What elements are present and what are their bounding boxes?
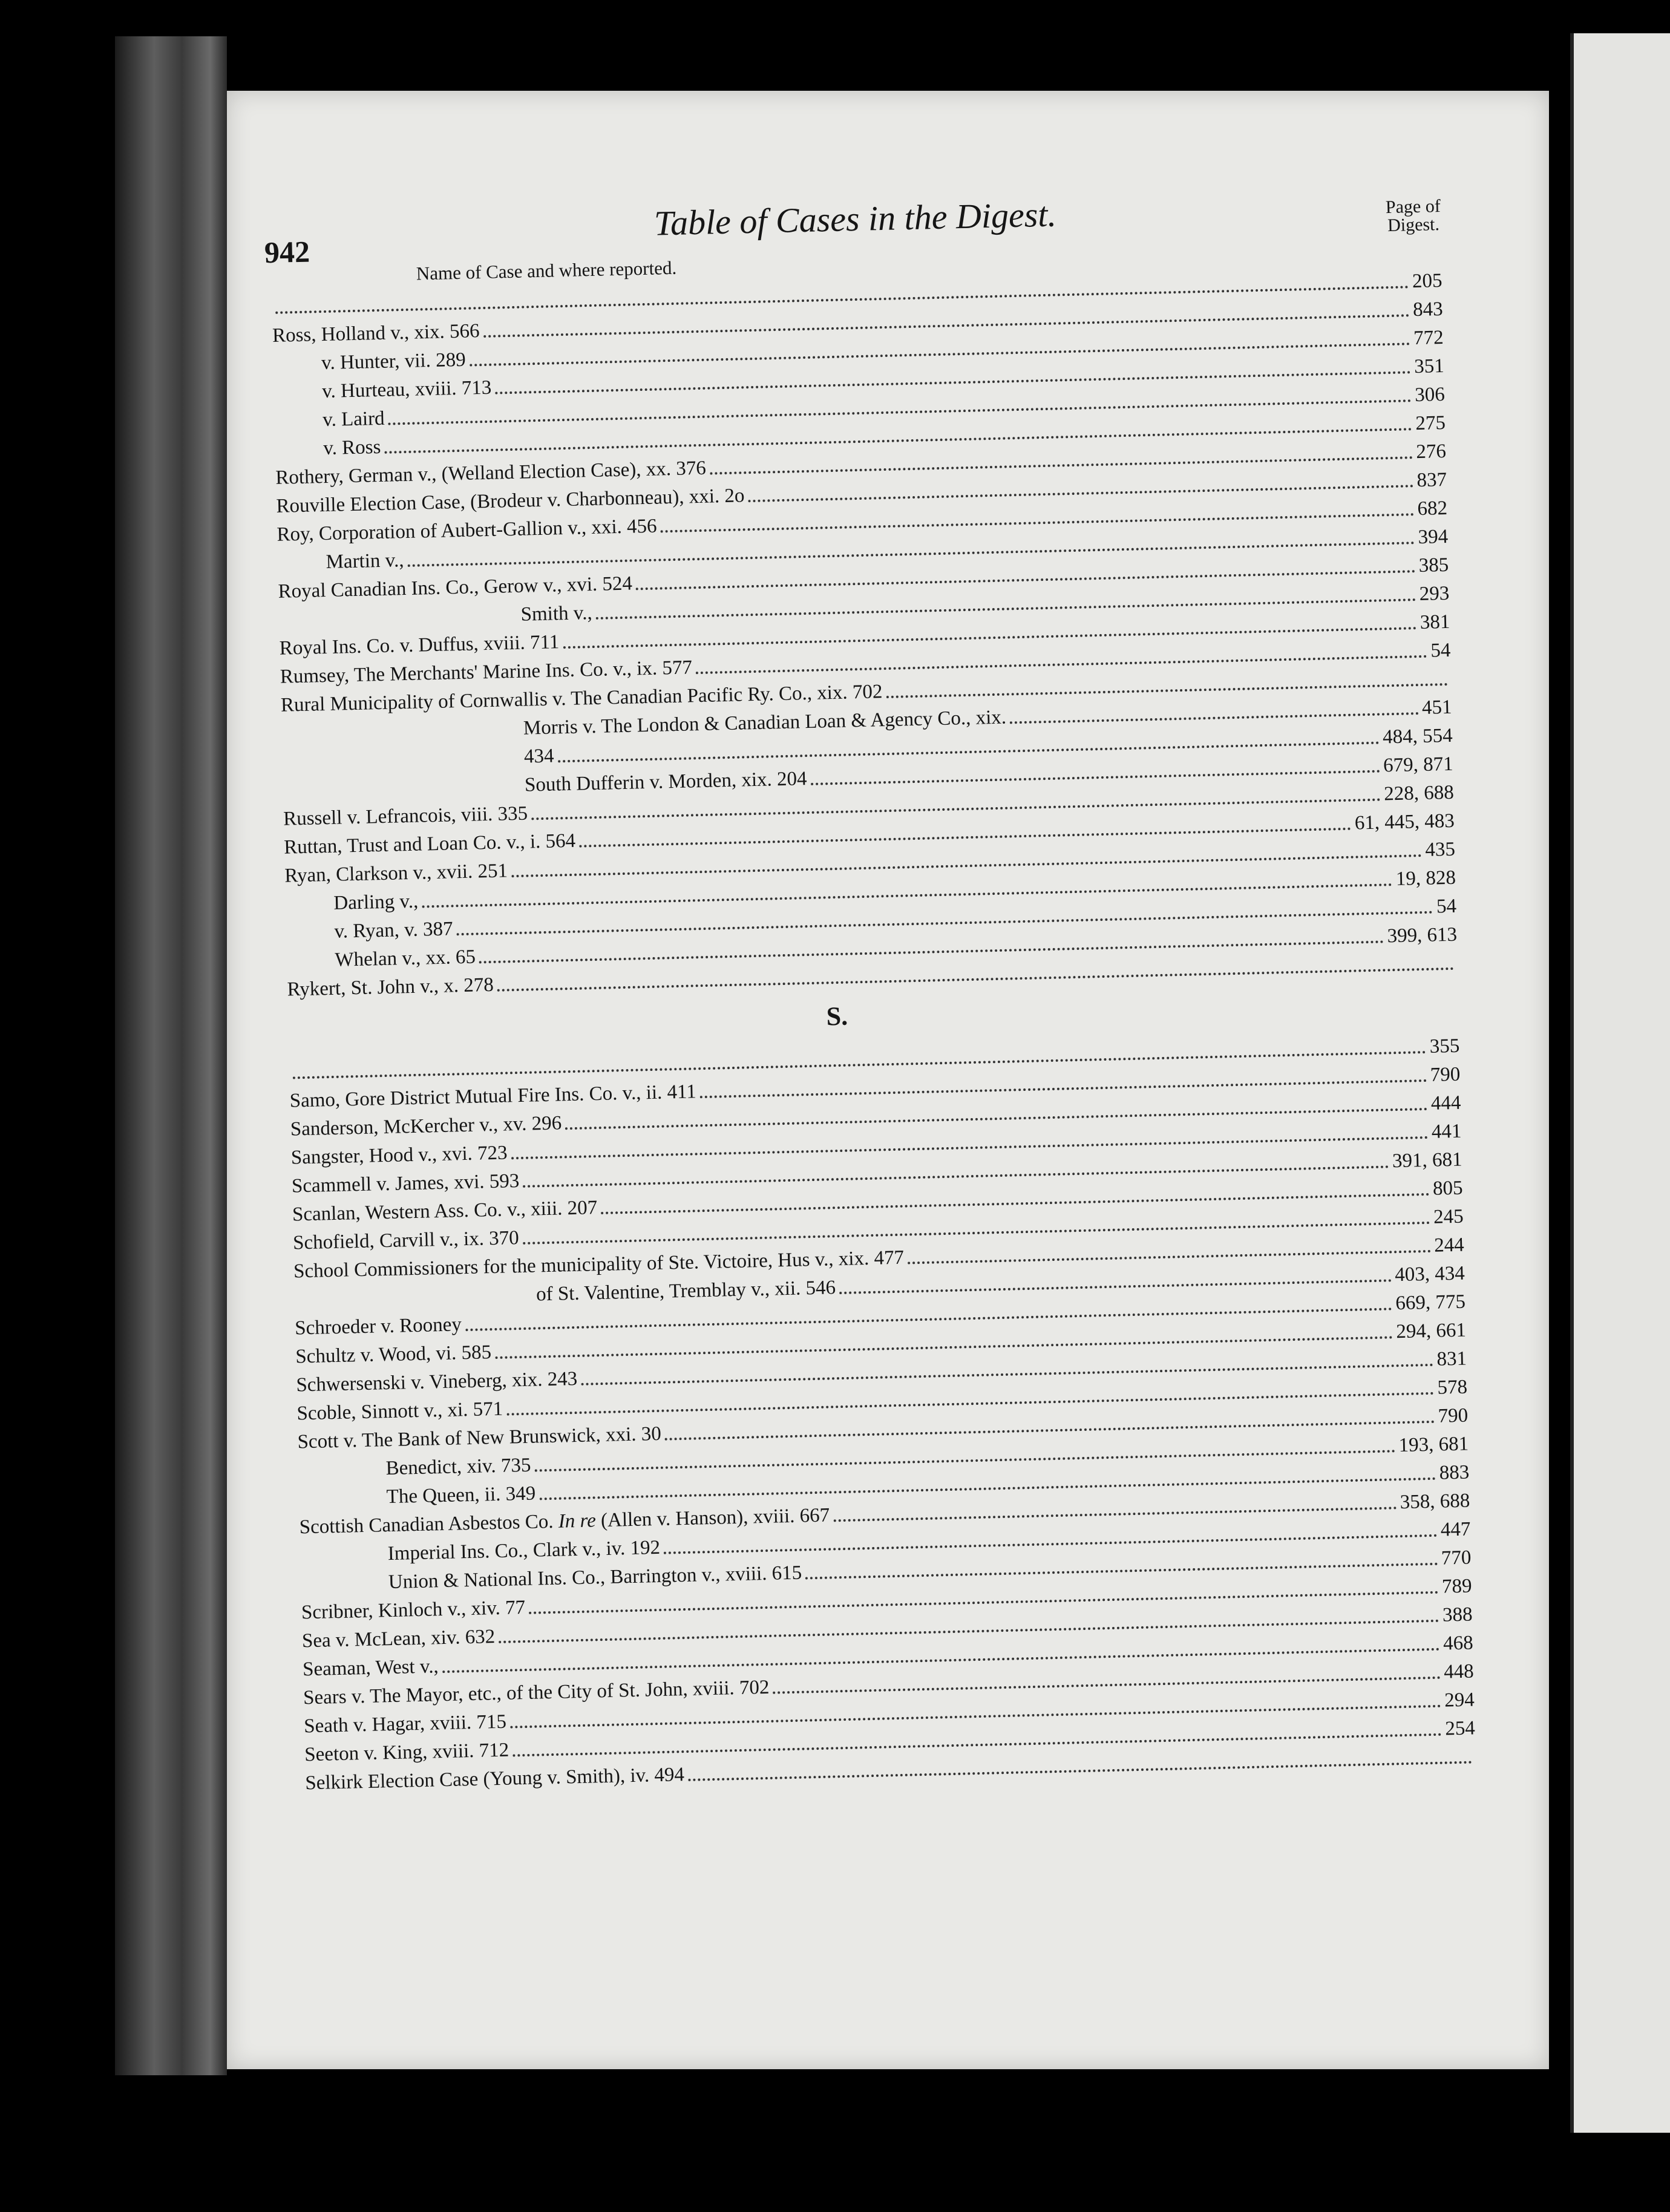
case-name: Morris v. The London & Canadian Loan & Agency Co., xix. [523,706,1007,739]
case-name: Sanderson, McKercher v., xv. 296 [290,1112,562,1140]
digest-page: 228, 688 [1383,781,1455,805]
facing-page-edge [1570,33,1670,2133]
digest-page: 883 [1439,1461,1470,1484]
case-name: 434 [523,745,554,768]
case-name: Whelan v., xx. 65 [335,946,476,971]
case-name: Scanlan, Western Ass. Co. v., xiii. 207 [292,1197,598,1226]
digest-page: 770 [1441,1546,1472,1569]
case-name: Scoble, Sinnott v., xi. 571 [296,1398,503,1425]
digest-page: 435 [1424,838,1456,861]
digest-page: 294, 661 [1396,1319,1467,1343]
digest-page: 245 [1433,1205,1464,1228]
case-name: Seeton v. King, xviii. 712 [304,1739,509,1766]
digest-page: 275 [1415,411,1446,435]
case-name: Schofield, Carvill v., ix. 370 [292,1227,520,1254]
case-name: Samo, Gore District Mutual Fire Ins. Co. v., ii. 411 [289,1081,697,1112]
digest-page: 355 [1429,1035,1460,1058]
case-name: Scottish Canadian Asbestos Co. In re (Allen v. Hanson), xviii. 667 [299,1504,830,1539]
case-name: Benedict, xiv. 735 [385,1454,531,1480]
case-name: Sangster, Hood v., xvi. 723 [290,1142,508,1169]
in-re-italic: In re [558,1510,597,1533]
case-name: Sears v. The Mayor, etc., of the City of St. John, xviii. 702 [303,1676,770,1709]
case-name: Russell v. Lefrancois, viii. 335 [283,802,528,830]
case-name: v. Hurteau, xviii. 713 [321,376,492,403]
digest-page: 388 [1442,1603,1473,1626]
case-name: Scott v. The Bank of New Brunswick, xxi. 30 [297,1422,662,1453]
case-name: Schwersenski v. Vineberg, xix. 243 [296,1367,578,1396]
case-name: v. Laird [322,407,385,431]
running-title: Table of Cases in the Digest. [653,194,1057,243]
case-name: of St. Valentine, Tremblay v., xii. 546 [535,1277,836,1306]
case-name: Royal Ins. Co. v. Duffus, xviii. 711 [279,631,560,659]
case-name: Ruttan, Trust and Loan Co. v., i. 564 [283,830,576,859]
digest-page: 468 [1442,1632,1474,1655]
digest-page: 254 [1444,1717,1476,1740]
case-name: Scribner, Kinloch v., xiv. 77 [301,1597,526,1624]
digest-page: 451 [1421,696,1452,719]
digest-page: 351 [1413,355,1445,378]
digest-page: 293 [1419,582,1450,606]
case-name: Sea v. McLean, xiv. 632 [301,1626,496,1652]
digest-page: 385 [1418,554,1449,577]
case-name: Rumsey, The Merchants' Marine Ins. Co. v., ix. 577 [280,656,693,688]
digest-page: 837 [1416,468,1447,492]
case-name: v. Hunter, vii. 289 [321,348,467,375]
digest-page: 441 [1431,1120,1462,1143]
digest-page: 19, 828 [1395,866,1456,891]
case-name: Darling v., [333,890,419,914]
case-name: Seath v. Hagar, xviii. 715 [303,1710,507,1738]
digest-page: 447 [1440,1518,1471,1541]
digest-page: 306 [1414,384,1446,407]
case-name: Rothery, German v., (Welland Election Case), xx. 376 [275,457,707,489]
case-name: Smith v., [520,602,593,626]
case-name: Rykert, St. John v., x. 278 [287,973,494,1001]
digest-page: 831 [1436,1347,1467,1370]
case-name: Rural Municipality of Cornwallis v. The Canadian Pacific Ry. Co., xix. 702 [280,681,883,716]
page-column-heading-line1: Page of [1385,196,1441,218]
digest-page: 578 [1437,1376,1468,1399]
section-letter: S. [826,1001,848,1031]
case-name: Schroeder v. Rooney [294,1314,462,1340]
case-name: Royal Canadian Ins. Co., Gerow v., xvi. 524 [278,572,633,603]
digest-page: 381 [1420,610,1450,634]
digest-page: 294 [1444,1689,1475,1712]
digest-page: 391, 681 [1392,1148,1462,1173]
case-name: Seaman, West v., [302,1655,439,1681]
digest-page: 276 [1416,440,1447,463]
case-name: Ross, Holland v., xix. 566 [272,320,480,347]
case-list [271,264,1476,1795]
digest-page: 772 [1413,327,1444,350]
case-name: Ryan, Clarkson v., xvii. 251 [284,860,508,887]
case-name: The Queen, ii. 349 [386,1482,536,1508]
case-name: Union & National Ins. Co., Barrington v., xviii. 615 [388,1562,802,1594]
page-column-heading-line2: Digest. [1387,214,1440,236]
book-binding-edge [115,36,227,2075]
digest-page: 679, 871 [1383,753,1454,777]
case-name: Schultz v. Wood, vi. 585 [295,1341,492,1368]
digest-page: 399, 613 [1387,923,1458,947]
case-name: Rouville Election Case, (Brodeur v. Charbonneau), xxi. 2o [276,485,745,517]
digest-page: 484, 554 [1382,724,1453,748]
page-column-heading [1386,197,1441,235]
digest-page: 669, 775 [1395,1291,1466,1315]
digest-page: 843 [1412,298,1444,321]
digest-page: 448 [1443,1660,1475,1683]
case-name: Roy, Corporation of Aubert-Gallion v., xxi. 456 [277,515,657,546]
digest-page: 193, 681 [1398,1433,1469,1457]
digest-page: 805 [1432,1177,1463,1200]
digest-page: 790 [1438,1404,1469,1427]
case-name: Imperial Ins. Co., Clark v., iv. 192 [387,1536,661,1565]
digest-page: 54 [1430,639,1451,662]
table-of-cases [264,173,1478,1869]
digest-page: 394 [1418,525,1449,549]
case-name: Martin v., [326,549,404,574]
dot-leader [688,1761,1472,1781]
name-column-heading: Name of Case and where reported. [416,257,677,284]
digest-page: 358, 688 [1400,1490,1470,1514]
digest-page: 444 [1430,1091,1461,1114]
digest-page: 61, 445, 483 [1354,810,1455,834]
digest-page: 205 [1412,270,1442,293]
digest-page: 789 [1441,1575,1472,1598]
page-number: 942 [264,234,310,270]
case-name: Selkirk Election Case (Young v. Smith), iv. 494 [304,1764,685,1795]
digest-page: 403, 434 [1394,1262,1465,1286]
case-name: School Commissioners for the municipality of Ste. Victoire, Hus v., xix. 477 [293,1246,905,1283]
case-name: Scammell v. James, xvi. 593 [291,1170,520,1197]
digest-page: 244 [1433,1234,1465,1257]
case-name: South Dufferin v. Morden, xix. 204 [524,768,807,796]
digest-page: 682 [1417,497,1448,520]
digest-page: 790 [1430,1063,1461,1086]
case-name: v. Ryan, v. 387 [334,918,453,943]
digest-page: 54 [1436,895,1457,918]
case-name: v. Ross [323,436,381,460]
